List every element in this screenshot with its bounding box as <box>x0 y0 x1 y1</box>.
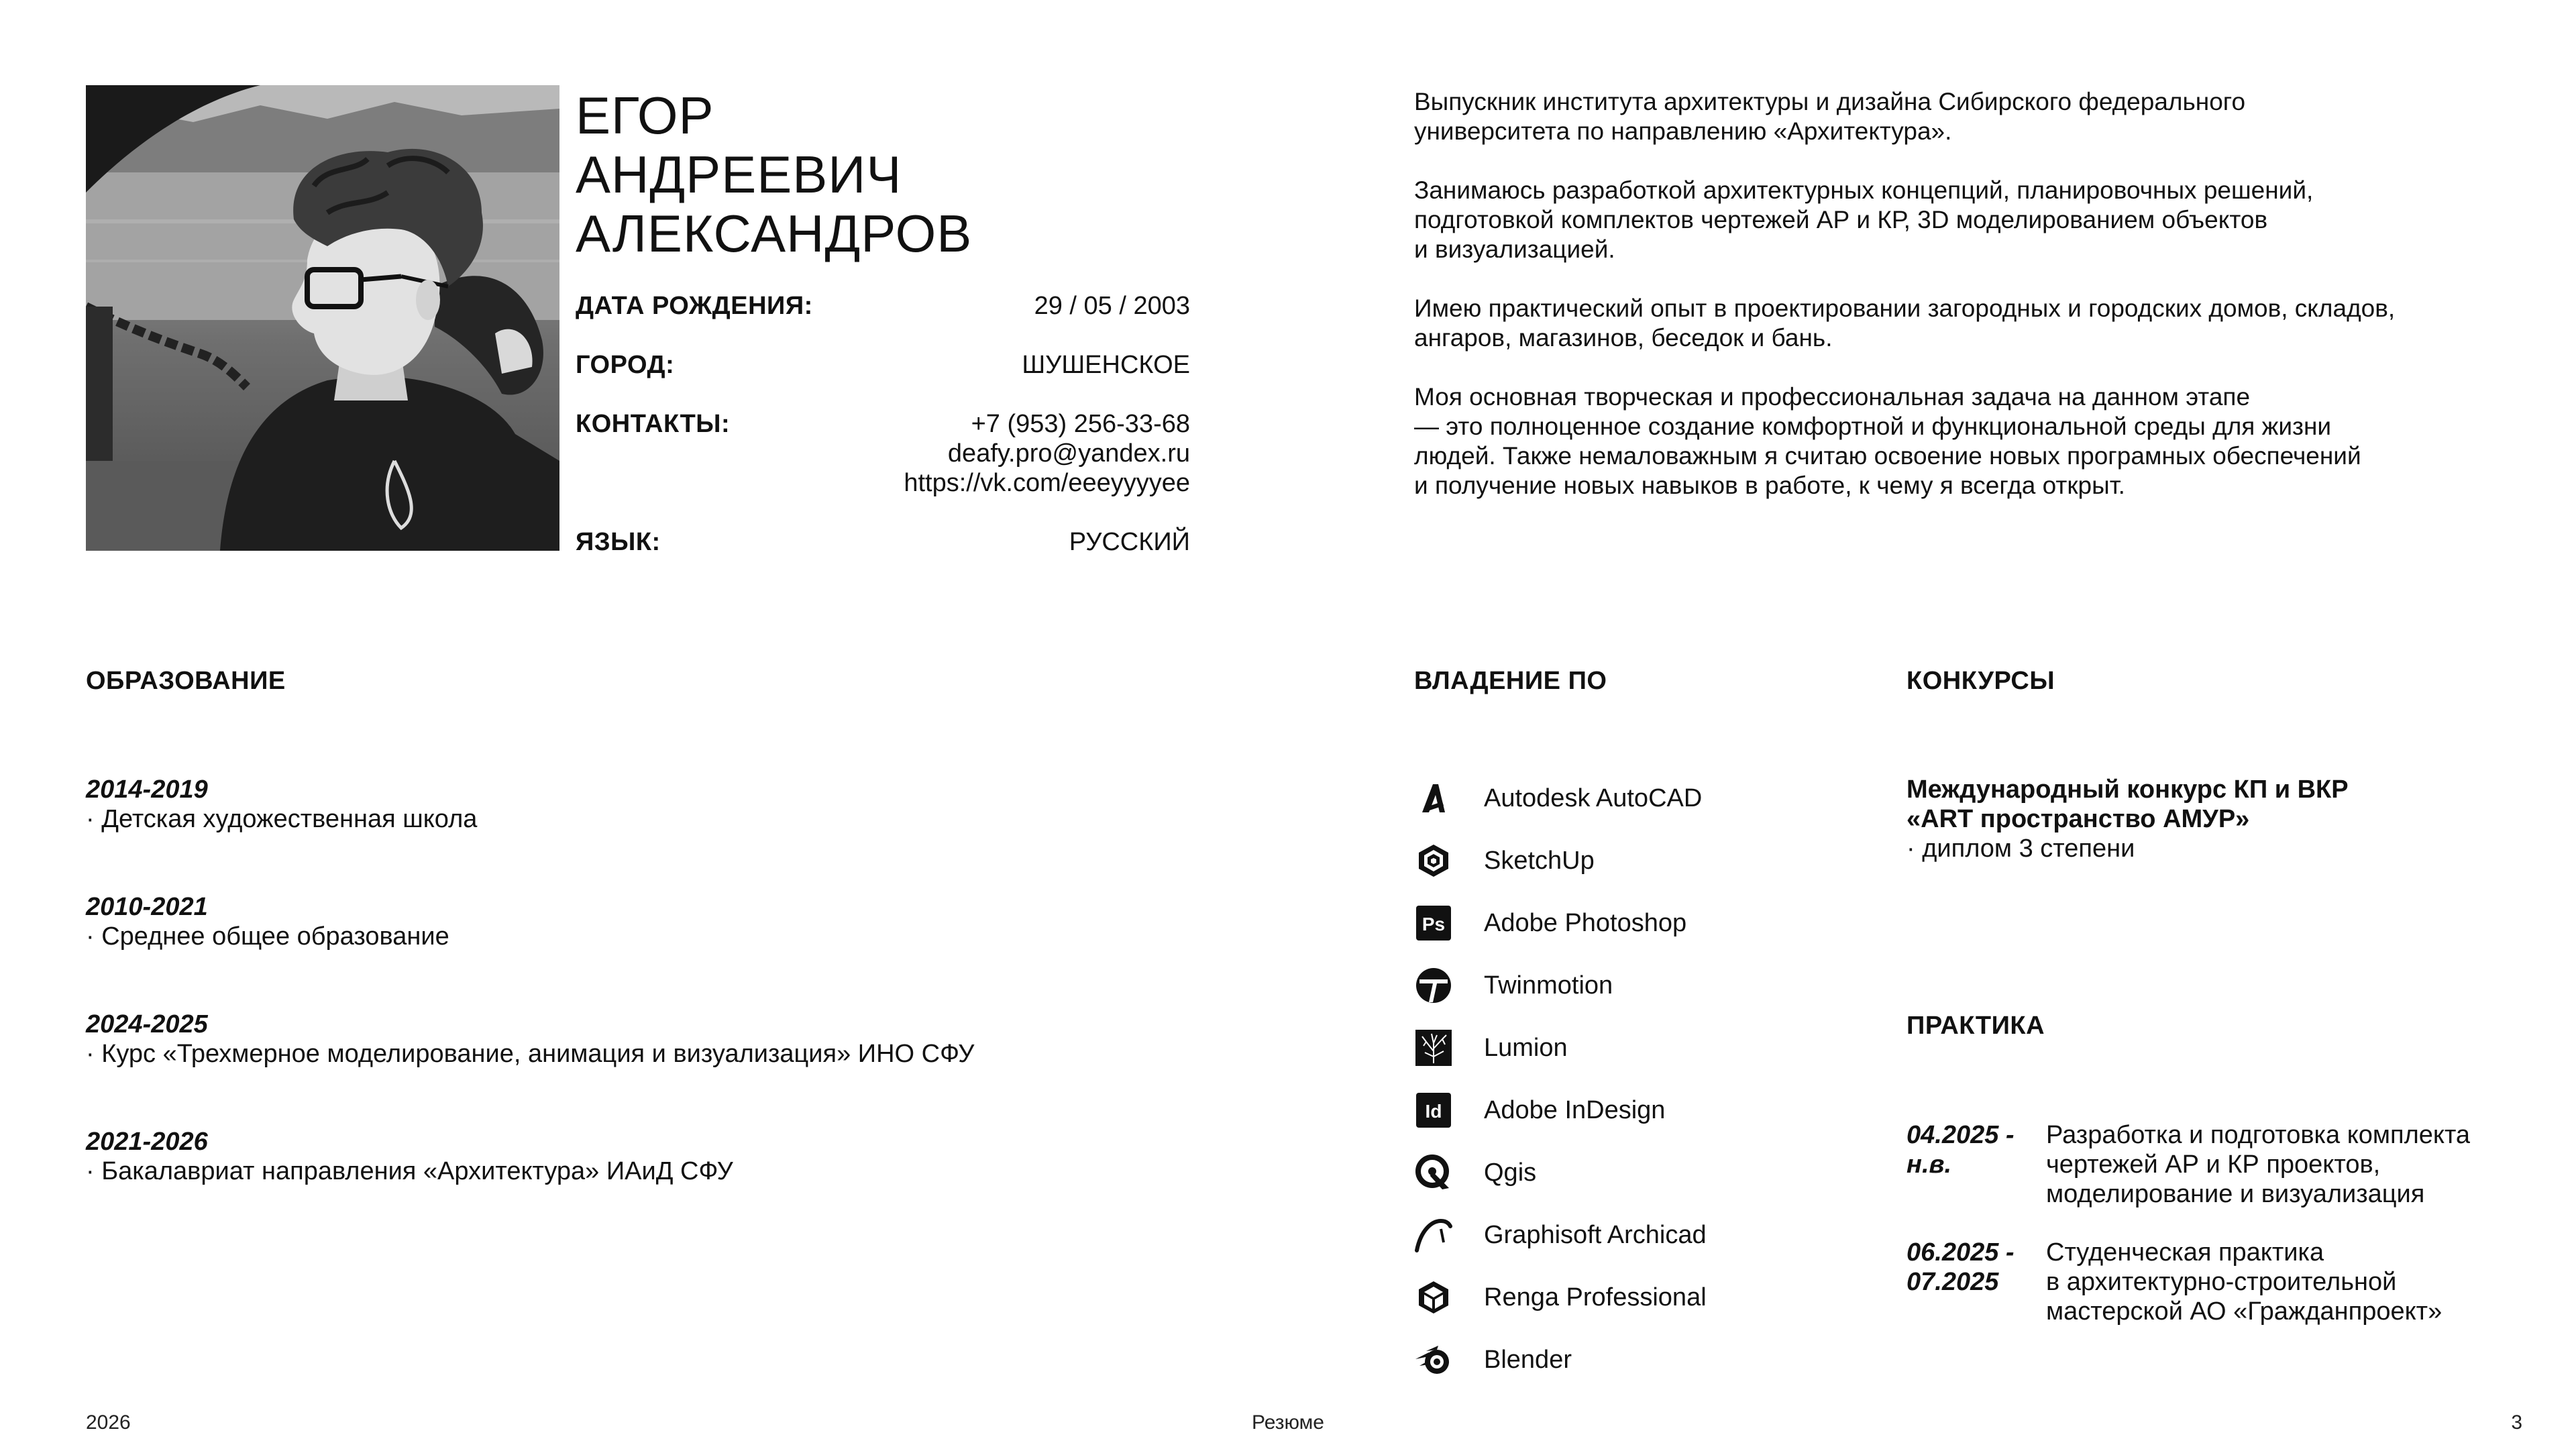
contest-name: «ART пространство АМУР» <box>1907 805 2250 833</box>
city-value: ШУШЕНСКОЕ <box>1022 351 1190 379</box>
renga-icon <box>1414 1278 1453 1317</box>
sketchup-icon <box>1414 841 1453 880</box>
contest-name: Международный конкурс КП и ВКР <box>1907 775 2349 804</box>
lumion-icon <box>1414 1028 1453 1067</box>
page-number: 3 <box>2511 1411 2522 1434</box>
software-item <box>1414 1028 1568 1068</box>
autocad-icon <box>1414 779 1453 818</box>
contest-item <box>1907 775 2551 863</box>
education-title: ОБРАЗОВАНИЕ <box>86 667 286 695</box>
software-title: ВЛАДЕНИЕ ПО <box>1414 667 1607 695</box>
software-item <box>1414 903 1686 943</box>
language-value: РУССКИЙ <box>1069 528 1190 556</box>
practice-desc: Студенческая практика в архитектурно-строительной мастерской АО «Гражданпроект» <box>2046 1238 2443 1326</box>
practice-item <box>1907 1238 2551 1326</box>
archicad-icon <box>1414 1216 1453 1254</box>
education-years: 2010-2021 <box>86 893 208 921</box>
education-desc: · Курс «Трехмерное моделирование, анимация и визуализация» ИНО СФУ <box>86 1040 975 1068</box>
software-item <box>1414 1340 1572 1380</box>
software-name: SketchUp <box>1484 846 1595 875</box>
about-paragraph: Занимаюсь разработкой архитектурных концепций, планировочных решений, подготовкой комплектов чертежей АР и КР, 3D моделированием объектов и визуализацией. <box>1414 176 2314 263</box>
last-name: АЛЕКСАНДРОВ <box>576 204 973 263</box>
contests-title: КОНКУРСЫ <box>1907 667 2055 695</box>
city-label: ГОРОД: <box>576 351 675 379</box>
birth-value: 29 / 05 / 2003 <box>1034 292 1190 320</box>
education-item <box>86 892 1226 951</box>
education-item <box>86 1010 1226 1069</box>
footer-year: 2026 <box>86 1411 131 1434</box>
software-name: Renga Professional <box>1484 1283 1707 1311</box>
contest-result: · диплом 3 степени <box>1907 835 2135 863</box>
blender-icon <box>1414 1340 1453 1379</box>
svg-text:Ps: Ps <box>1421 914 1446 934</box>
contact-phone[interactable]: +7 (953) 256-33-68 <box>971 410 1190 438</box>
software-name: Graphisoft Archicad <box>1484 1220 1707 1249</box>
contact-email[interactable]: deafy.pro@yandex.ru <box>947 439 1190 468</box>
practice-dates: 04.2025 - н.в. <box>1907 1121 2015 1179</box>
education-item <box>86 1127 1226 1186</box>
education-desc: · Детская художественная школа <box>86 805 478 833</box>
about-section <box>1414 87 2541 530</box>
software-item <box>1414 841 1595 881</box>
software-item <box>1414 965 1613 1006</box>
contact-vk-link[interactable]: https://vk.com/eeeyyyyee <box>904 469 1190 497</box>
software-item <box>1414 1277 1707 1318</box>
first-name: ЕГОР <box>576 86 714 145</box>
software-item <box>1414 1152 1536 1193</box>
software-item <box>1414 1090 1665 1130</box>
svg-text:Id: Id <box>1425 1101 1442 1122</box>
software-name: Adobe Photoshop <box>1484 908 1687 937</box>
birth-label: ДАТА РОЖДЕНИЯ: <box>576 292 813 320</box>
about-paragraph: Моя основная творческая и профессиональная задача на данном этапе — это полноценное создание комфортной и функциональной среды для жизни людей. Также немаловажным я считаю освоение новых програмных обеспечений и получение новых навыков в работе, к чему я всегда открыт. <box>1414 383 2361 499</box>
photoshop-icon <box>1414 904 1453 943</box>
software-name: Twinmotion <box>1484 971 1613 1000</box>
language-label: ЯЗЫК: <box>576 528 661 556</box>
twinmotion-icon <box>1414 966 1453 1005</box>
education-years: 2014-2019 <box>86 775 208 804</box>
qgis-icon <box>1414 1153 1453 1192</box>
education-years: 2024-2025 <box>86 1010 208 1038</box>
software-name: Adobe InDesign <box>1484 1095 1666 1124</box>
city-row <box>576 350 1190 380</box>
practice-desc: Разработка и подготовка комплекта чертежей АР и КР проектов, моделирование и визуализация <box>2046 1121 2471 1208</box>
footer-title: Резюме <box>1252 1411 1324 1434</box>
education-years: 2021-2026 <box>86 1128 208 1156</box>
practice-dates: 06.2025 - 07.2025 <box>1907 1238 2015 1296</box>
education-desc: · Среднее общее образование <box>86 922 449 951</box>
software-item <box>1414 778 1702 818</box>
language-row <box>576 527 1190 557</box>
software-name: Autodesk AutoCAD <box>1484 784 1703 812</box>
about-paragraph: Имею практический опыт в проектировании загородных и городских домов, складов, ангаров, магазинов, беседок и бань. <box>1414 294 2396 352</box>
education-desc: · Бакалавриат направления «Архитектура» ИАиД СФУ <box>86 1157 733 1185</box>
practice-item <box>1907 1120 2551 1209</box>
patronymic: АНДРЕЕВИЧ <box>576 145 902 204</box>
practice-title: ПРАКТИКА <box>1907 1012 2045 1040</box>
software-name: Qgis <box>1484 1158 1537 1187</box>
software-name: Lumion <box>1484 1033 1568 1062</box>
software-name: Blender <box>1484 1345 1572 1374</box>
birth-row <box>576 291 1190 321</box>
contacts-label: КОНТАКТЫ: <box>576 410 731 438</box>
indesign-icon <box>1414 1091 1453 1130</box>
software-item <box>1414 1215 1707 1255</box>
full-name <box>576 86 1179 263</box>
about-paragraph: Выпускник института архитектуры и дизайна Сибирского федерального университета по направлению «Архитектура». <box>1414 88 2246 145</box>
profile-photo <box>86 85 559 551</box>
education-item <box>86 775 1226 834</box>
contacts-row <box>576 409 1190 498</box>
